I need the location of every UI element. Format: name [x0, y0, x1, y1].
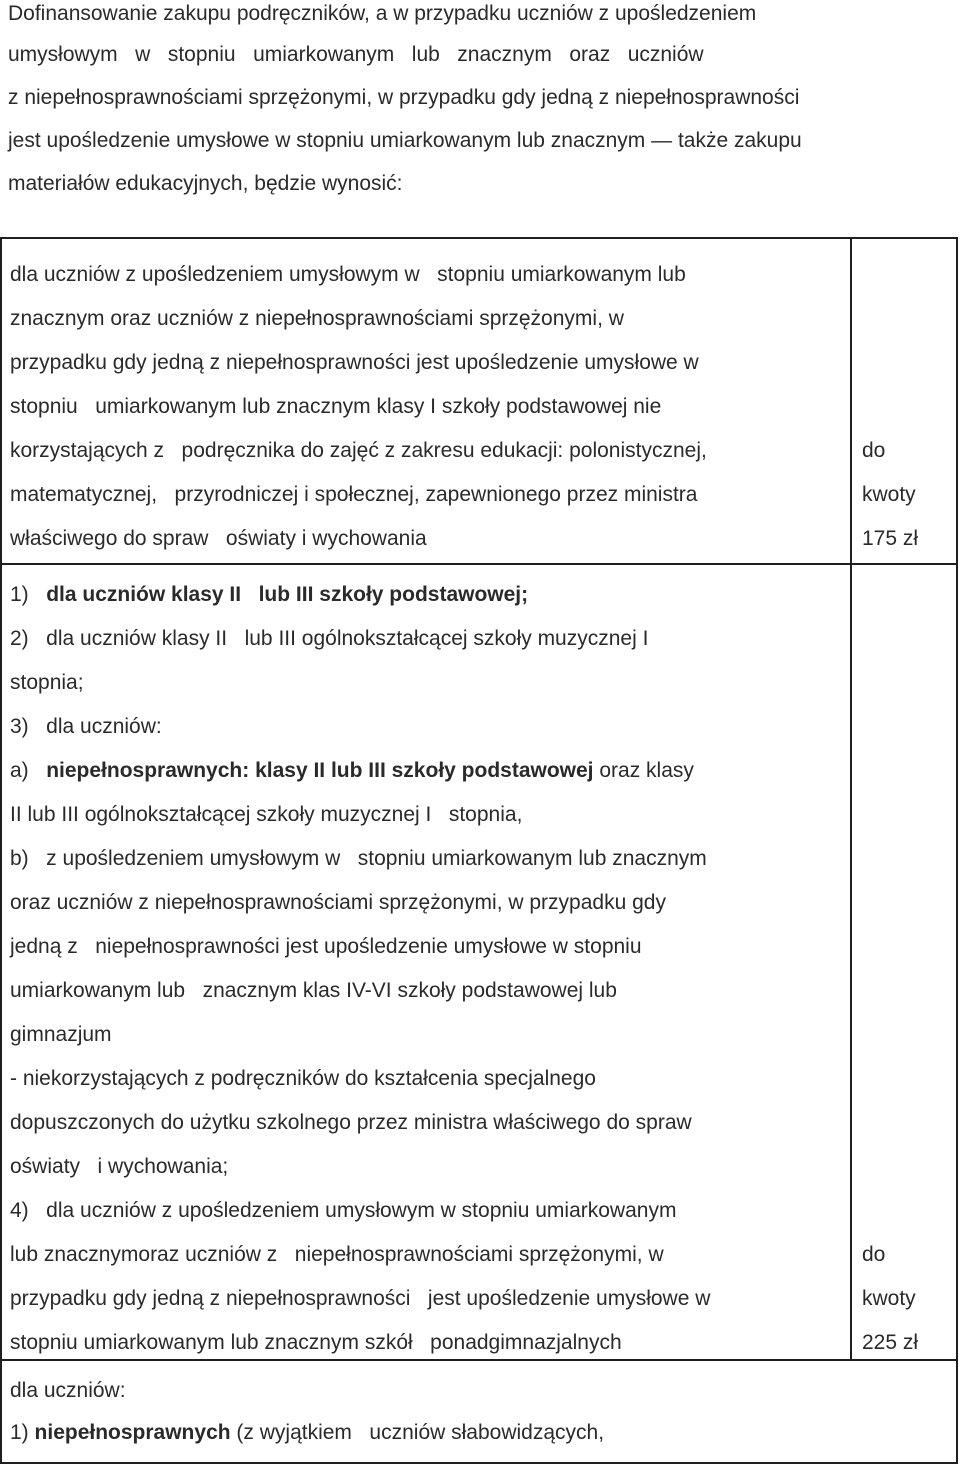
item-number: 1)	[10, 1421, 29, 1444]
list-item-b-cont: oraz uczniów z niepełnosprawnościami sprzężonymi, w przypadku gdy	[10, 891, 666, 914]
list-item-2: 2) dla uczniów klasy II lub III ogólnokształcącej szkoły muzycznej I	[10, 627, 649, 650]
row-1-line: znacznym oraz uczniów z niepełnosprawnościami sprzężonymi, w	[10, 307, 624, 330]
item-text: oraz klasy	[593, 759, 694, 782]
list-item-4-cont: lub znacznymoraz uczniów z niepełnosprawnościami sprzężonymi, w	[10, 1243, 664, 1266]
amount-prefix: do	[862, 439, 886, 462]
list-item-1	[10, 581, 528, 609]
row-1-line: matematycznej, przyrodniczej i społecznej, zapewnionego przez ministra	[10, 483, 698, 506]
row-divider	[2, 563, 956, 565]
list-item-3: 3) dla uczniów:	[10, 715, 162, 738]
row-1-line: korzystających z podręcznika do zajęć z zakresu edukacji: polonistycznej,	[10, 439, 707, 462]
amount-word: kwoty	[862, 1287, 916, 1310]
amount-value: 175 zł	[862, 527, 919, 550]
intro-line: jest upośledzenie umysłowe w stopniu umiarkowanym lub znacznym — także zakupu	[8, 129, 802, 152]
dash-note: - niekorzystających z podręczników do kształcenia specjalnego	[10, 1067, 596, 1090]
dash-note-cont: oświaty i wychowania;	[10, 1155, 229, 1178]
list-item-2-cont: stopnia;	[10, 671, 84, 694]
row-1-line: przypadku gdy jedną z niepełnosprawności jest upośledzenie umysłowe w	[10, 351, 699, 374]
list-item-b: b) z upośledzeniem umysłowym w stopniu umiarkowanym lub znacznym	[10, 847, 707, 870]
list-item-4-cont: przypadku gdy jedną z niepełnosprawności jest upośledzenie umysłowe w	[10, 1287, 711, 1310]
row-1-line: właściwego do spraw oświaty i wychowania	[10, 527, 427, 550]
item-text-bold: niepełnosprawnych: klasy II lub III szkoły podstawowej	[46, 759, 594, 782]
row-3-line: dla uczniów:	[10, 1379, 126, 1402]
row-1-line: dla uczniów z upośledzeniem umysłowym w stopniu umiarkowanym lub	[10, 263, 686, 286]
intro-line: umysłowym w stopniu umiarkowanym lub znacznym oraz uczniów	[8, 43, 704, 66]
intro-line: Dofinansowanie zakupu podręczników, a w przypadku uczniów z upośledzeniem	[8, 2, 757, 25]
item-text-bold: dla uczniów klasy II lub III szkoły podstawowej;	[46, 583, 529, 606]
list-item-b-cont: umiarkowanym lub znacznym klas IV-VI szkoły podstawowej lub	[10, 979, 617, 1002]
list-item-a	[10, 757, 694, 785]
item-text: (z wyjątkiem uczniów słabowidzących,	[230, 1421, 605, 1444]
column-divider	[850, 239, 852, 1359]
intro-line: materiałów edukacyjnych, będzie wynosić:	[8, 172, 403, 195]
item-number: 1)	[10, 583, 29, 606]
list-item-4: 4) dla uczniów z upośledzeniem umysłowym w stopniu umiarkowanym	[10, 1199, 677, 1222]
amount-word: kwoty	[862, 483, 916, 506]
intro-line: z niepełnosprawnościami sprzężonymi, w przypadku gdy jedną z niepełnosprawności	[8, 86, 800, 109]
item-letter: a)	[10, 759, 29, 782]
row-1-line: stopniu umiarkowanym lub znacznym klasy I szkoły podstawowej nie	[10, 395, 662, 418]
amount-prefix: do	[862, 1243, 886, 1266]
list-item-4-cont: stopniu umiarkowanym lub znacznym szkół ponadgimnazjalnych	[10, 1331, 622, 1354]
list-item-b-cont: gimnazjum	[10, 1023, 112, 1046]
item-text-bold: niepełnosprawnych	[34, 1421, 231, 1444]
row-divider	[2, 1359, 956, 1361]
list-item-b-cont: jedną z niepełnosprawności jest upośledzenie umysłowe w stopniu	[10, 935, 642, 958]
funding-table	[0, 237, 958, 1464]
amount-value: 225 zł	[862, 1331, 919, 1354]
dash-note-cont: dopuszczonych do użytku szkolnego przez ministra właściwego do spraw	[10, 1111, 692, 1134]
row-3-line	[10, 1419, 604, 1447]
list-item-a-cont: II lub III ogólnokształcącej szkoły muzycznej I stopnia,	[10, 803, 523, 826]
